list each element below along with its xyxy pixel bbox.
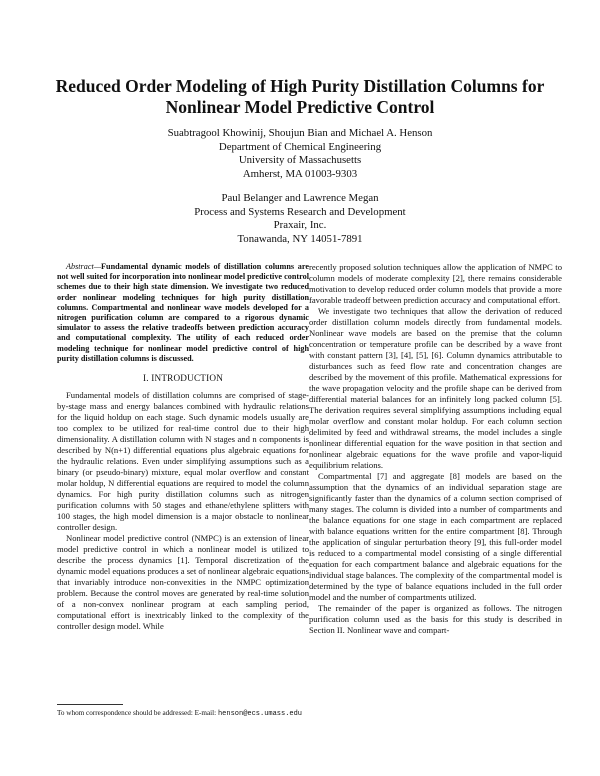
- affiliation-2-dept: Process and Systems Research and Development: [194, 205, 406, 218]
- right-paragraph-2: We investigate two techniques that allow the derivation of reduced order distillation column models directly from fundamental models. Nonlinear wave models are based on the premise that the column concentration or temperature profile can be described by a wave front with constant pattern [3], [4], [5], [6]. Column dynamics attributable to disturbances such as feed flow rate and concentration changes are described by the movement of this profile. Mathematical expressions for the wave propagation velocity and the profile shape can be derived from differential material balances for an infinitely long packed column [5]. The derivation requires several simplifying assumptions including equal molar overflow and constant molar holdup. For each column section delimited by feed and withdrawal streams, the model includes a single nonlinear differential equation for the wave position in that section and nonlinear algebraic equations for the wave profile and vapor-liquid equilibrium relations.: [309, 306, 562, 470]
- title-line-1: Reduced Order Modeling of High Purity Distillation Columns for: [55, 76, 545, 96]
- right-column: [309, 262, 562, 636]
- intro-paragraph-1: Fundamental models of distillation columns are comprised of stage-by-stage mass and energy balances combined with hydraulic relations for the liquid holdup on each stage. Such dynamic models usually are too complex to be utilized for real-time control due to their high dimensionality. A distillation column with N stages and n components is described by N(n+1) differential equations plus algebraic equations for the hydraulic relations. Even under simplifying assumptions such as a binary (or pseudo-binary) mixture, equal molar overflow and constant molar holdup, N differential equations are required to model the column dynamics. For high purity distillation columns such as nitrogen purification columns with 50 stages and ethane/ethylene splitters with 100 stages, the high model dimension is a major obstacle to nonlinear controller design.: [57, 390, 309, 533]
- affiliation-2-company: Praxair, Inc.: [273, 219, 327, 232]
- paper-title: [30, 76, 570, 118]
- intro-paragraph-2: Nonlinear model predictive control (NMPC) is an extension of linear model predictive control in which a nonlinear model is utilized to describe the process dynamics [1]. Temporal discretization of the dynamic model equations produces a set of nonlinear algebraic equations that invariably introduce non-convexities in the NMPC optimization problem. Because the control moves are generated by real-time solution of a non-convex nonlinear program at each sampling period, computational effort is inextricably linked to the complexity of the controller design model. While: [57, 533, 309, 632]
- right-paragraph-1: recently proposed solution techniques allow the application of NMPC to column models of moderate complexity [2], there remains considerable motivation to develop reduced order column models that provide a more favorable tradeoff between prediction accuracy and computational effort.: [309, 262, 562, 305]
- left-column: [57, 262, 309, 632]
- affiliation-1-dept: Department of Chemical Engineering: [218, 140, 382, 153]
- right-paragraph-3: Compartmental [7] and aggregate [8] models are based on the assumption that the dynamics of an individual separation stage are significantly faster than the dynamics of a column section comprised of many stages. The column is divided into a number of compartments and the balance equations for one stage in each compartment are replaced with balance equations written for the entire compartment [8]. Through the application of singular perturbation theory [9], this full-order model is reduced to a compartmental model consisting of a single differential equation for each compartment balance and algebraic equations for the individual stage balances. The complexity of the compartmental model is determined by the type of balance equations included in the full order model and the number of compartments utilized.: [309, 471, 562, 602]
- affiliation-1-address: Amherst, MA 01003-9303: [242, 167, 358, 180]
- footnote-rule: [57, 704, 123, 705]
- authors-line-2: Paul Belanger and Lawrence Megan: [221, 192, 379, 204]
- affiliation-1-university: University of Massachusetts: [238, 154, 362, 167]
- abstract-label: Abstract—: [66, 262, 102, 271]
- authors-line-1: Suabtragool Khowinij, Shoujun Bian and Michael A. Henson: [167, 127, 433, 139]
- right-paragraph-4: The remainder of the paper is organized as follows. The nitrogen purification column used as the basis for this study is described in Section II. Nonlinear wave and compart-: [309, 603, 562, 635]
- footnote-email: henson@ecs.umass.edu: [217, 710, 302, 718]
- title-line-2: Nonlinear Model Predictive Control: [165, 97, 435, 117]
- abstract-text: Fundamental dynamic models of distillation columns are not well suited for incorporation into nonlinear model predictive control schemes due to their high state dimension. We investigate two reduced order nonlinear modeling techniques for high purity distillation columns. Compartmental and nonlinear wave models developed for a nitrogen purification column are compared to a rigorous dynamic simulator to assess the relative tradeoffs between prediction accuracy and computational complexity. The utility of each reduced order modeling technique for nonlinear model predictive control of high purity distillation columns is discussed.: [57, 262, 309, 363]
- footnote: [57, 709, 309, 720]
- abstract: [57, 262, 309, 364]
- section-heading-introduction: I. INTRODUCTION: [142, 373, 224, 384]
- author-block-1: [80, 127, 520, 181]
- author-block-2: [80, 192, 520, 246]
- footnote-text: To whom correspondence should be addressed: E-mail:: [57, 709, 217, 717]
- affiliation-2-address: Tonawanda, NY 14051-7891: [237, 232, 363, 245]
